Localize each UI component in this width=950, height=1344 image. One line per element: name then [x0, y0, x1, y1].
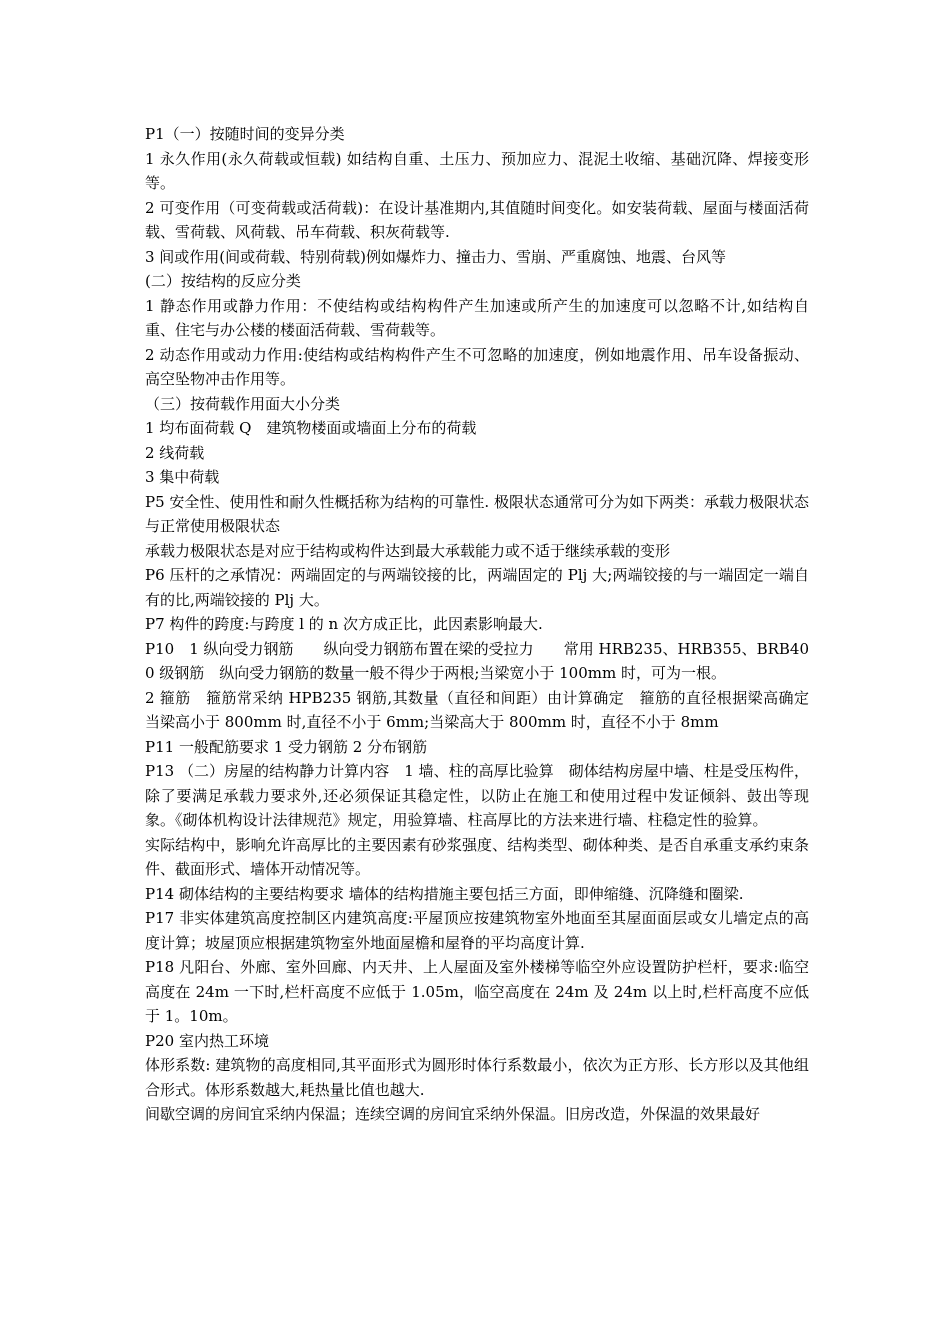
paragraph-permanent-action: 1 永久作用(永久荷载或恒载) 如结构自重、土压力、预加应力、混泥土收缩、基础沉降、焊接变形等。 — [145, 149, 809, 192]
paragraph-p14-masonry-requirements: P14 砌体结构的主要结构要求 墙体的结构措施主要包括三方面，即伸缩缝、沉降缝和圈梁. — [145, 884, 744, 903]
paragraph-p1-heading: P1（一）按随时间的变异分类 — [145, 125, 345, 143]
paragraph-dynamic-action: 2 动态作用或动力作用:使结构或结构构件产生不可忽略的加速度，例如地震作用、吊车设备振动、高空坠物冲击作用等。 — [145, 345, 809, 388]
paragraph-p20-thermal-heading: P20 室内热工环境 — [145, 1031, 269, 1050]
paragraph-insulation: 间歇空调的房间宜采纳内保温；连续空调的房间宜采纳外保温。旧房改造，外保温的效果最好 — [145, 1105, 761, 1123]
paragraph-height-thickness-factors: 实际结构中，影响允许高厚比的主要因素有砂浆强度、结构类型、砌体种类、是否自承重支承约束条件、截面形式、墙体开动情况等。 — [145, 835, 809, 878]
paragraph-p5-reliability: P5 安全性、使用性和耐久性概括称为结构的可靠性. 极限状态通常可分为如下两类：承载力极限状态与正常使用极限状态 — [145, 492, 809, 535]
paragraph-p18-railing: P18 凡阳台、外廊、室外回廊、内天井、上人屋面及室外楼梯等临空外应设置防护栏杆，要求:临空高度在 24m 一下时,栏杆高度不应低于 1.05m，临空高度在 24m 及 24m 以上时,栏杆高度不应低于 1。10m。 — [145, 958, 809, 1025]
paragraph-structure-response-heading: (二）按结构的反应分类 — [145, 272, 301, 290]
paragraph-static-action: 1 静态作用或静力作用：不使结构或结构构件产生加速或所产生的加速度可以忽略不计,如结构自重、住宅与办公楼的楼面活荷载、雪荷载等。 — [145, 296, 809, 339]
paragraph-accidental-action: 3 间或作用(间或荷载、特别荷载)例如爆炸力、撞击力、雪崩、严重腐蚀、地震、台风等 — [145, 247, 727, 266]
paragraph-p10-longitudinal-rebar: P10 1 纵向受力钢筋 纵向受力钢筋布置在梁的受拉力 常用 HRB235、HRB355、BRB400 级钢筋 纵向受力钢筋的数量一般不得少于两根;当梁宽小于 100mm 时，可为一根。 — [145, 639, 809, 682]
paragraph-stirrup: 2 箍筋 箍筋常采纳 HPB235 钢筋,其数量（直径和间距）由计算确定 箍筋的直径根据梁高确定 当梁高小于 800mm 时,直径不小于 6mm;当梁高大于 800mm 时，直径不小于 8mm — [145, 688, 825, 731]
paragraph-variable-action: 2 可变作用（可变荷载或活荷载)：在设计基准期内,其值随时间变化。如安装荷载、屋面与楼面活荷载、雪荷载、风荷载、吊车荷载、积灰荷载等. — [145, 198, 809, 241]
document-body — [145, 122, 825, 1127]
paragraph-line-load: 2 线荷载 — [145, 443, 205, 462]
paragraph-concentrated-load: 3 集中荷载 — [145, 468, 220, 486]
paragraph-p6-compression-bar: P6 压杆的之承情况：两端固定的与两端铰接的比，两端固定的 Plj 大;两端铰接的与一端固定一端自有的比,两端铰接的 Plj 大。 — [145, 566, 809, 609]
paragraph-p17-building-height: P17 非实体建筑高度控制区内建筑高度:平屋顶应按建筑物室外地面至其屋面面层或女儿墙定点的高度计算；坡屋顶应根据建筑物室外地面屋檐和屋脊的平均高度计算. — [145, 909, 809, 952]
paragraph-load-area-heading: （三）按荷载作用面大小分类 — [145, 394, 341, 413]
paragraph-p11-reinforcement: P11 一般配筋要求 1 受力钢筋 2 分布钢筋 — [145, 737, 428, 756]
paragraph-uniform-load: 1 均布面荷载 Q 建筑物楼面或墙面上分布的荷载 — [145, 419, 477, 437]
paragraph-shape-coefficient: 体形系数: 建筑物的高度相同,其平面形式为圆形时体行系数最小，依次为正方形、长方形以及其他组合形式。体形系数越大,耗热量比值也越大. — [145, 1056, 809, 1099]
paragraph-limit-state: 承载力极限状态是对应于结构或构件达到最大承载能力或不适于继续承载的变形 — [145, 541, 671, 560]
paragraph-p13-static-calculation: P13 （二）房屋的结构静力计算内容 1 墙、柱的高厚比验算 砌体结构房屋中墙、柱是受压构件，除了要满足承载力要求外,还必须保证其稳定性，以防止在施工和使用过程中发证倾斜、鼓出等现象。《砌体机构设计法律规范》规定，用验算墙、柱高厚比的方法来进行墙、柱稳定性的验算。 — [145, 762, 809, 829]
paragraph-p7-span: P7 构件的跨度:与跨度 l 的 n 次方成正比，此因素影响最大. — [145, 615, 543, 633]
